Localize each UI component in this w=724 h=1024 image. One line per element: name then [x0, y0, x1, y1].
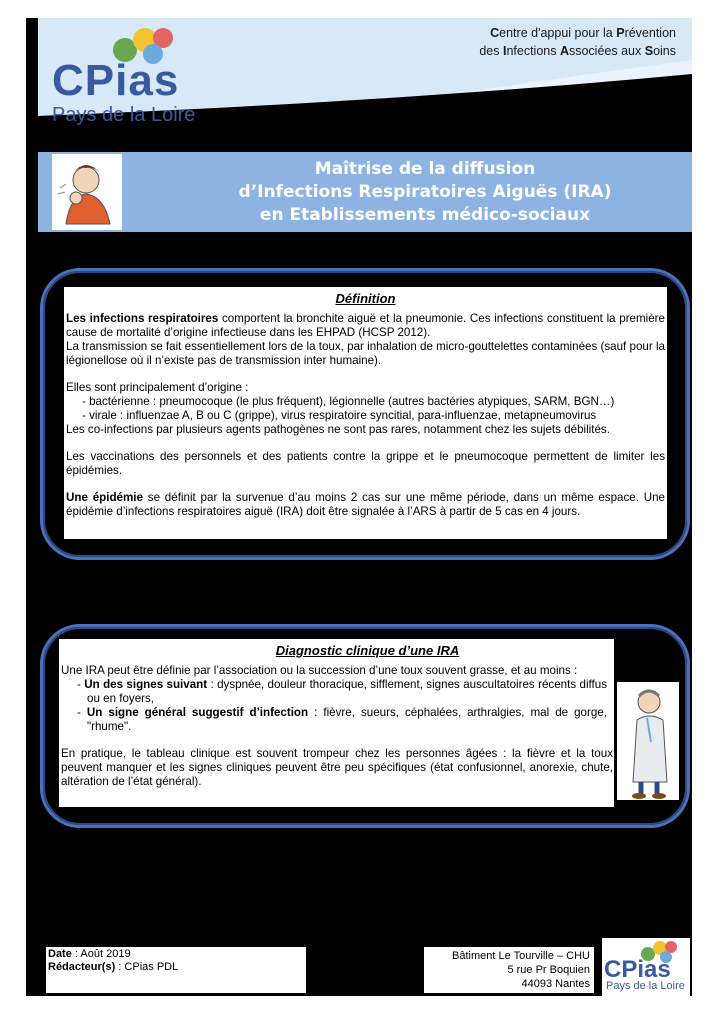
definition-box — [64, 287, 667, 539]
definition-p2: La transmission se fait essentiellement lors de la toux, par inhalation de micro-gouttelettes contaminées (sauf pour la légionellose où il n’existe pas de transmission inter humaine). — [66, 340, 665, 367]
definition-p1: Les infections respiratoires comportent la bronchite aiguë et la pneumonie. Ces infections constituent la première cause de mortalité d’origine infectieuse dans les EHPAD (HCSP 2012). — [66, 312, 665, 339]
diagnostic-item1: - Un des signes suivant : dyspnée, douleur thoracique, sifflement, signes auscultatoires récents diffus ou en foyers, — [77, 678, 607, 705]
center-name — [479, 24, 676, 60]
footer-logo-subtitle: Pays de la Loire — [606, 980, 685, 992]
definition-p4: Les co-infections par plusieurs agents pathogènes ne sont pas rares, notamment chez les sujets débilités. — [66, 423, 610, 436]
diagnostic-p2: En pratique, le tableau clinique est souvent trompeur chez les personnes âgées : la fièvre et la toux peuvent manquer et les signes cliniques peuvent être peu spécifiques (état confusionnel, anorexie, chute, altération de l’état général). — [61, 747, 613, 788]
address-line1: Bâtiment Le Tourville – CHU — [452, 950, 590, 962]
coughing-person-illustration — [52, 154, 122, 230]
title-line1: Maîtrise de la diffusion — [314, 159, 536, 179]
definition-heading: Définition — [335, 291, 396, 306]
title-line2: d’Infections Respiratoires Aiguës (IRA) — [238, 182, 612, 202]
definition-item-bacterial: - bactérienne : pneumocoque (le plus fréquent), légionnelle (autres bactéries atypiques, SARM, BGN…) — [82, 395, 615, 408]
footer-logo — [602, 938, 690, 996]
center-name-line2: des Infections Associées aux Soins — [479, 44, 676, 58]
footer-address — [424, 947, 594, 993]
address-line3: 44093 Nantes — [521, 978, 590, 990]
address-line2: 5 rue Pr Boquien — [507, 964, 590, 976]
cpias-logo — [50, 26, 200, 126]
diagnostic-intro: Une IRA peut être définie par l’association ou la succession d’une toux souvent grasse, et au moins : — [61, 664, 578, 677]
footer-meta — [46, 947, 306, 993]
definition-item-viral: - virale : influenzae A, B ou C (grippe), virus respiratoire syncitial, para-influenzae, metapneumovirus — [82, 409, 597, 422]
definition-p6: Une épidémie se définit par la survenue d’au moins 2 cas sur une même période, dans un même espace. Une épidémie d’infections respiratoires aiguë (IRA) doit être signalée à l’ARS à partir de 5 cas en 4 jours. — [66, 491, 665, 518]
doctor-illustration — [617, 682, 679, 800]
definition-p3: Elles sont principalement d’origine : — [66, 381, 249, 394]
logo-subtitle: Pays de la Loire — [52, 104, 196, 126]
footer-logo-wordmark: CPias — [604, 956, 671, 983]
footer-date: Date : Août 2019 — [48, 948, 131, 960]
footer-author: Rédacteur(s) : CPias PDL — [48, 961, 179, 973]
diagnostic-item2: - Un signe général suggestif d’infection : fièvre, sueurs, céphalées, arthralgies, mal de gorge, "rhume". — [77, 706, 607, 733]
diagnostic-box — [59, 639, 676, 807]
title-band — [38, 152, 692, 232]
definition-p5: Les vaccinations des personnels et des patients contre la grippe et le pneumocoque permettent de limiter les épidémies. — [66, 450, 665, 477]
title-line3: en Etablissements médico-sociaux — [259, 205, 591, 225]
logo-wordmark: CPias — [52, 56, 180, 105]
center-name-line1: Centre d'appui pour la Prévention — [490, 26, 676, 40]
page-title — [158, 158, 692, 227]
diagnostic-heading: Diagnostic clinique d’une IRA — [275, 643, 460, 658]
